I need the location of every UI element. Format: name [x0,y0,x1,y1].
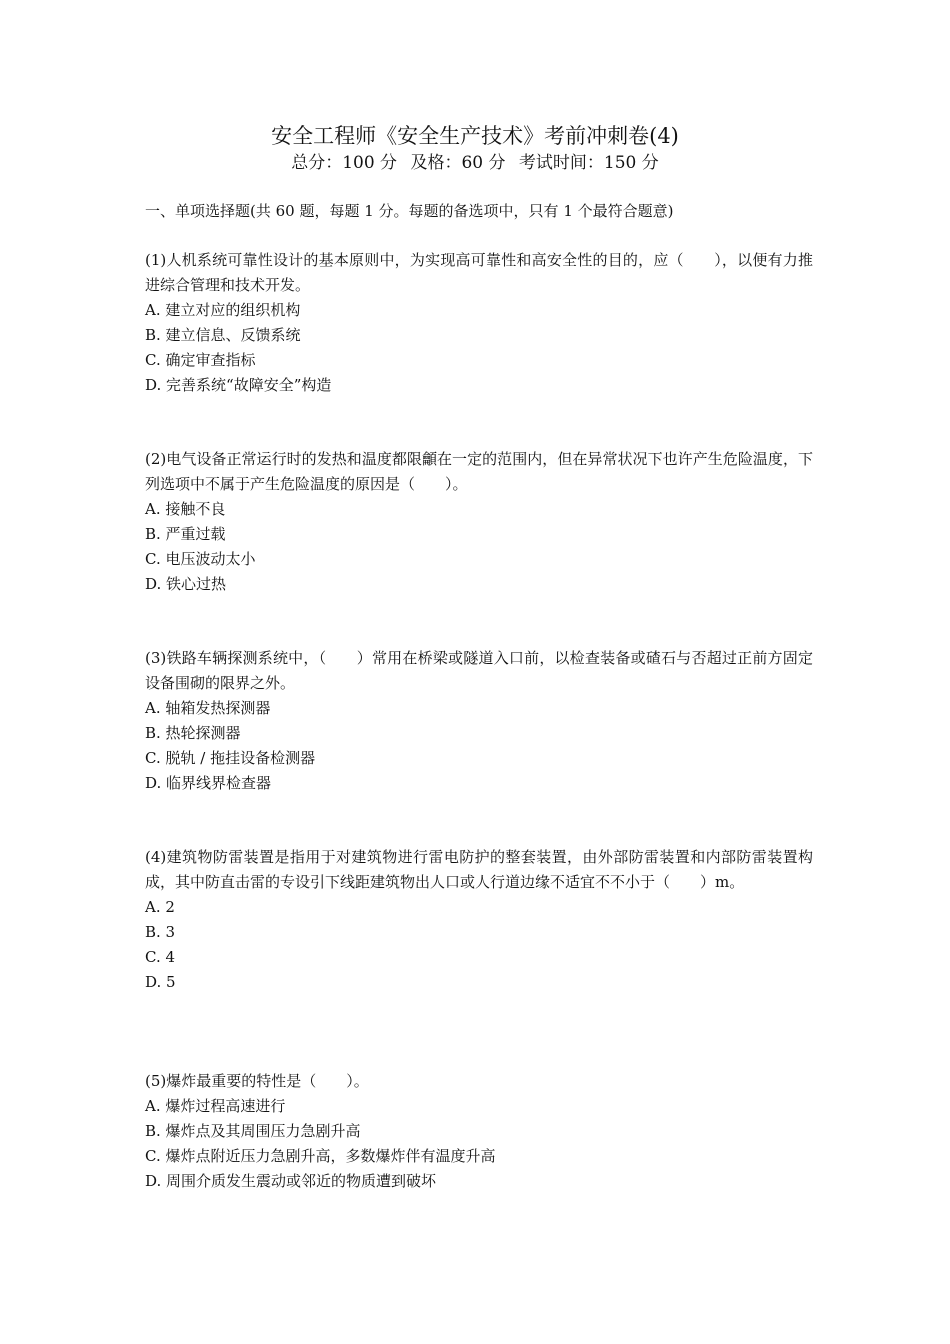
option-c: C. 脱轨 / 拖挂设备检测器 [145,749,316,767]
option-d: D. 周围介质发生震动或邻近的物质遭到破坏 [145,1172,437,1190]
question-stem: (4)建筑物防雷装置是指用于对建筑物进行雷电防护的整套装置，由外部防雷装置和内部防雷装置构成，其中防直击雷的专设引下线距建筑物出人口或人行道边缘不适宜不不小于（ ）m。 [145,848,813,891]
question-stem: (5)爆炸最重要的特性是（ ）。 [145,1072,369,1090]
question-stem: (1)人机系统可靠性设计的基本原则中，为实现高可靠性和高安全性的目的，应（ ），以便有力推进综合管理和技术开发。 [145,251,813,294]
option-a: A. 2 [145,898,175,916]
option-b: B. 爆炸点及其周围压力急剧升高 [145,1122,361,1140]
question-3 [145,646,813,796]
option-c: C. 4 [145,948,176,966]
total-score: 总分：100 分 [291,153,398,173]
option-b: B. 建立信息、反馈系统 [145,326,301,344]
option-b: B. 热轮探测器 [145,724,241,742]
question-2 [145,447,813,597]
question-stem: (2)电气设备正常运行时的发热和温度都限龥在一定的范围内，但在异常状况下也许产生危险温度，下列选项中不属于产生危险温度的原因是（ ）。 [145,450,813,493]
question-4 [145,845,813,995]
option-d: D. 5 [145,973,176,991]
option-c: C. 电压波动太小 [145,550,256,568]
option-c: C. 确定审查指标 [145,351,256,369]
question-5 [145,1069,813,1194]
option-b: B. 严重过载 [145,525,226,543]
option-d: D. 铁心过热 [145,575,227,593]
pass-score: 及格：60 分 [410,153,506,173]
option-a: A. 接触不良 [145,500,226,518]
question-stem: (3)铁路车辆探测系统中，（ ）常用在桥梁或隧道入口前，以检查装备或碴石与否超过正前方固定设备围砌的限界之外。 [145,649,813,692]
option-a: A. 爆炸过程高速进行 [145,1097,286,1115]
page-title: 安全工程师《安全生产技术》考前冲刺卷(4) [271,124,679,148]
option-a: A. 轴箱发热探测器 [145,699,271,717]
exam-time: 考试时间：150 分 [518,153,659,173]
option-d: D. 完善系统“故障安全”构造 [145,376,332,394]
option-a: A. 建立对应的组织机构 [145,301,301,319]
option-b: B. 3 [145,923,176,941]
question-1 [145,248,813,398]
option-d: D. 临界线界检查器 [145,774,272,792]
exam-meta [0,151,950,175]
section-heading: 一、单项选择题(共 60 题，每题 1 分。每题的备选项中，只有 1 个最符合题意) [145,202,674,220]
option-c: C. 爆炸点附近压力急剧升高，多数爆炸伴有温度升高 [145,1147,496,1165]
